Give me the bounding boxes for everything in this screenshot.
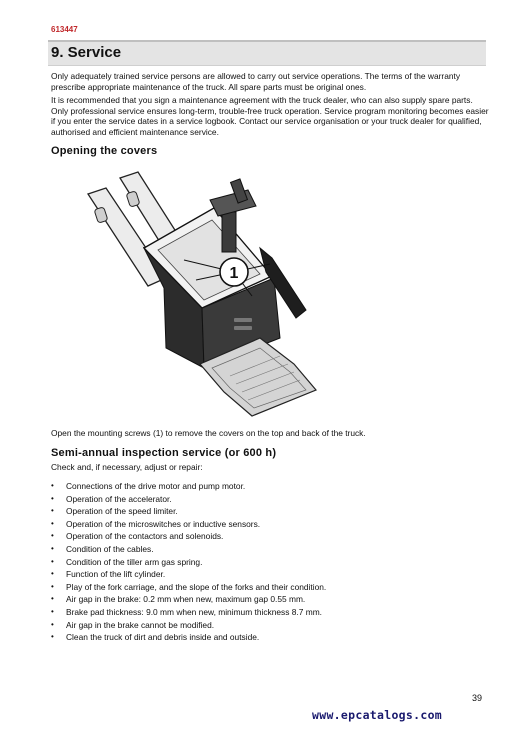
page-number: 39 [472, 693, 483, 703]
inspection-lead: Check and, if necessary, adjust or repair: [51, 462, 203, 472]
section-title-bar [48, 40, 486, 66]
section-title: 9. Service [51, 44, 122, 61]
list-item: • Operation of the speed limiter. [51, 505, 326, 518]
document-id: 613447 [51, 25, 78, 34]
list-item: • Play of the fork carriage, and the slope of the forks and their condition. [51, 581, 326, 594]
footer-url[interactable]: www.epcatalogs.com [312, 708, 443, 722]
list-item: • Operation of the accelerator. [51, 493, 326, 506]
intro-paragraph-2: It is recommended that you sign a maintenance agreement with the truck dealer, who can also supply spare parts. Only professional service ensures long-term, trouble-free truck operation. Service program monitoring becomes easier if you enter the service dates in a service logbook. Contact our service organisation or your truck dealer for qualified, authorised and efficient maintenance service. [51, 95, 489, 137]
covers-caption: Open the mounting screws (1) to remove the covers on the top and back of the truck. [51, 428, 366, 438]
list-item: • Air gap in the brake cannot be modified. [51, 619, 326, 632]
list-item: • Clean the truck of dirt and debris inside and outside. [51, 631, 326, 644]
list-item: • Condition of the tiller arm gas spring. [51, 556, 326, 569]
list-item: • Function of the lift cylinder. [51, 568, 326, 581]
list-item: • Connections of the drive motor and pump motor. [51, 480, 326, 493]
truck-illustration [84, 168, 324, 418]
list-item: • Air gap in the brake: 0.2 mm when new, maximum gap 0.55 mm. [51, 593, 326, 606]
list-item: • Brake pad thickness: 9.0 mm when new, minimum thickness 8.7 mm. [51, 606, 326, 619]
list-item: • Condition of the cables. [51, 543, 326, 556]
inspection-list [51, 480, 326, 644]
inspection-heading: Semi-annual inspection service (or 600 h) [51, 447, 277, 459]
covers-heading: Opening the covers [51, 145, 158, 157]
intro-paragraph-1: Only adequately trained service persons are allowed to carry out service operations. The terms of the warranty prescribe appropriate maintenance of the truck. All spare parts must be original ones. [51, 71, 461, 92]
figure-callout-1: 1 [229, 265, 239, 282]
list-item: • Operation of the microswitches or inductive sensors. [51, 518, 326, 531]
list-item: • Operation of the contactors and solenoids. [51, 530, 326, 543]
